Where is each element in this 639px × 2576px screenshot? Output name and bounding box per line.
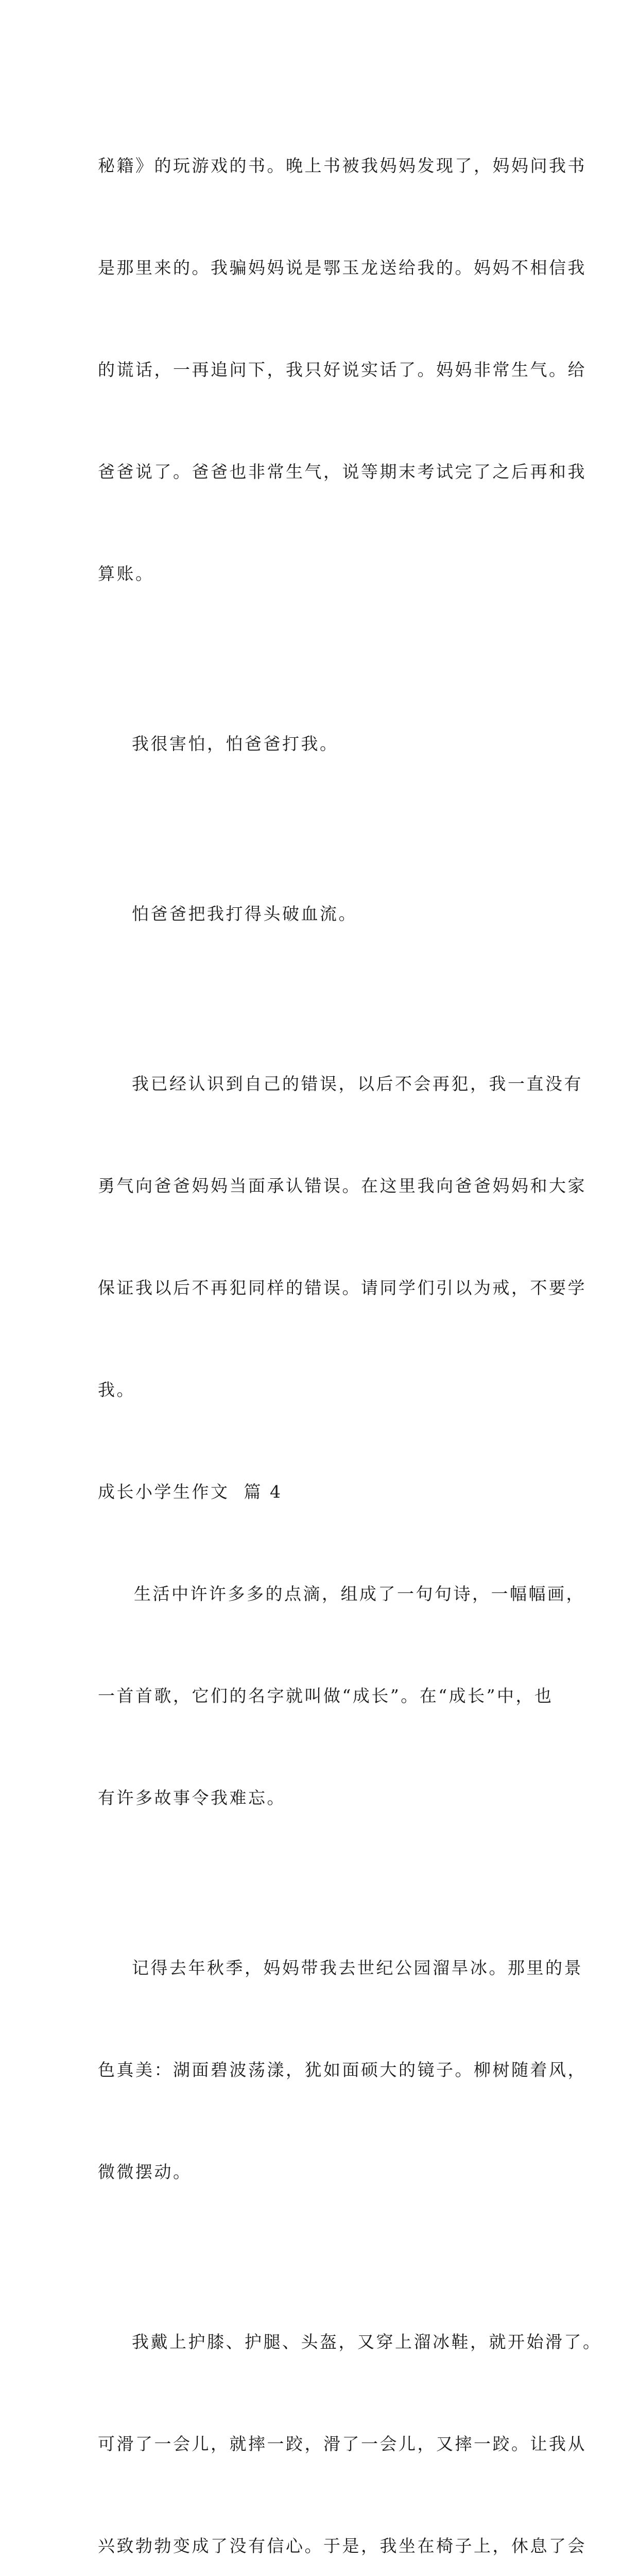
text-line: 我戴上护膝、护腿、头盔，又穿上溜冰鞋，就开始滑了。 (132, 2332, 602, 2352)
text-line: 我。 (98, 1380, 135, 1400)
paragraph (98, 1509, 585, 1883)
text-line: 兴致勃勃变成了没有信心。于是，我坐在椅子上，休息了会 (98, 2536, 586, 2556)
text-line: 记得去年秋季，妈妈带我去世纪公园溜旱冰。那里的景 (132, 1958, 583, 1978)
text-line: 生活中许许多多的点滴，组成了一句句诗，一幅幅画， (134, 1584, 585, 1604)
paragraph (98, 2257, 602, 2576)
paragraph (98, 659, 551, 829)
text-line: 我已经认识到自己的错误，以后不会再犯，我一直没有 (132, 1074, 583, 1094)
text-line: 是那里来的。我骗妈妈说是鄂玉龙送给我的。妈妈不相信我 (98, 258, 586, 278)
text-line: 算账。 (98, 564, 154, 584)
text-line: 微微摆动。 (98, 2162, 192, 2182)
text-line: 的谎话，一再追问下，我只好说实话了。妈妈非常生气。给 (98, 360, 586, 380)
text-line: 秘籍》的玩游戏的书。晚上书被我妈妈发现了，妈妈问我书 (98, 156, 586, 176)
paragraph (98, 829, 551, 999)
section-heading: 成长小学生作文 篇 4 (98, 1482, 283, 1502)
text-line: 色真美：湖面碧波荡漾，犹如面硕大的镜子。柳树随着风， (98, 2060, 586, 2080)
document-body (98, 81, 602, 2576)
paragraph (98, 1883, 586, 2257)
text-line: 有许多故事令我难忘。 (98, 1788, 286, 1808)
text-line: 保证我以后不再犯同样的错误。请同学们引以为戒，不要学 (98, 1278, 586, 1298)
text-line: 怕爸爸把我打得头破血流。 (132, 904, 357, 924)
text-line: 勇气向爸爸妈妈当面承认错误。在这里我向爸爸妈妈和大家 (98, 1176, 586, 1196)
paragraph (98, 999, 586, 1475)
text-line: 一首首歌，它们的名字就叫做“成长”。在“成长”中，也 (98, 1686, 554, 1706)
text-line: 可滑了一会儿，就摔一跤，滑了一会儿，又摔一跤。让我从 (98, 2434, 586, 2454)
paragraph (98, 81, 586, 659)
text-line: 爸爸说了。爸爸也非常生气，说等期末考试完了之后再和我 (98, 462, 586, 482)
text-line: 我很害怕，怕爸爸打我。 (132, 734, 339, 754)
